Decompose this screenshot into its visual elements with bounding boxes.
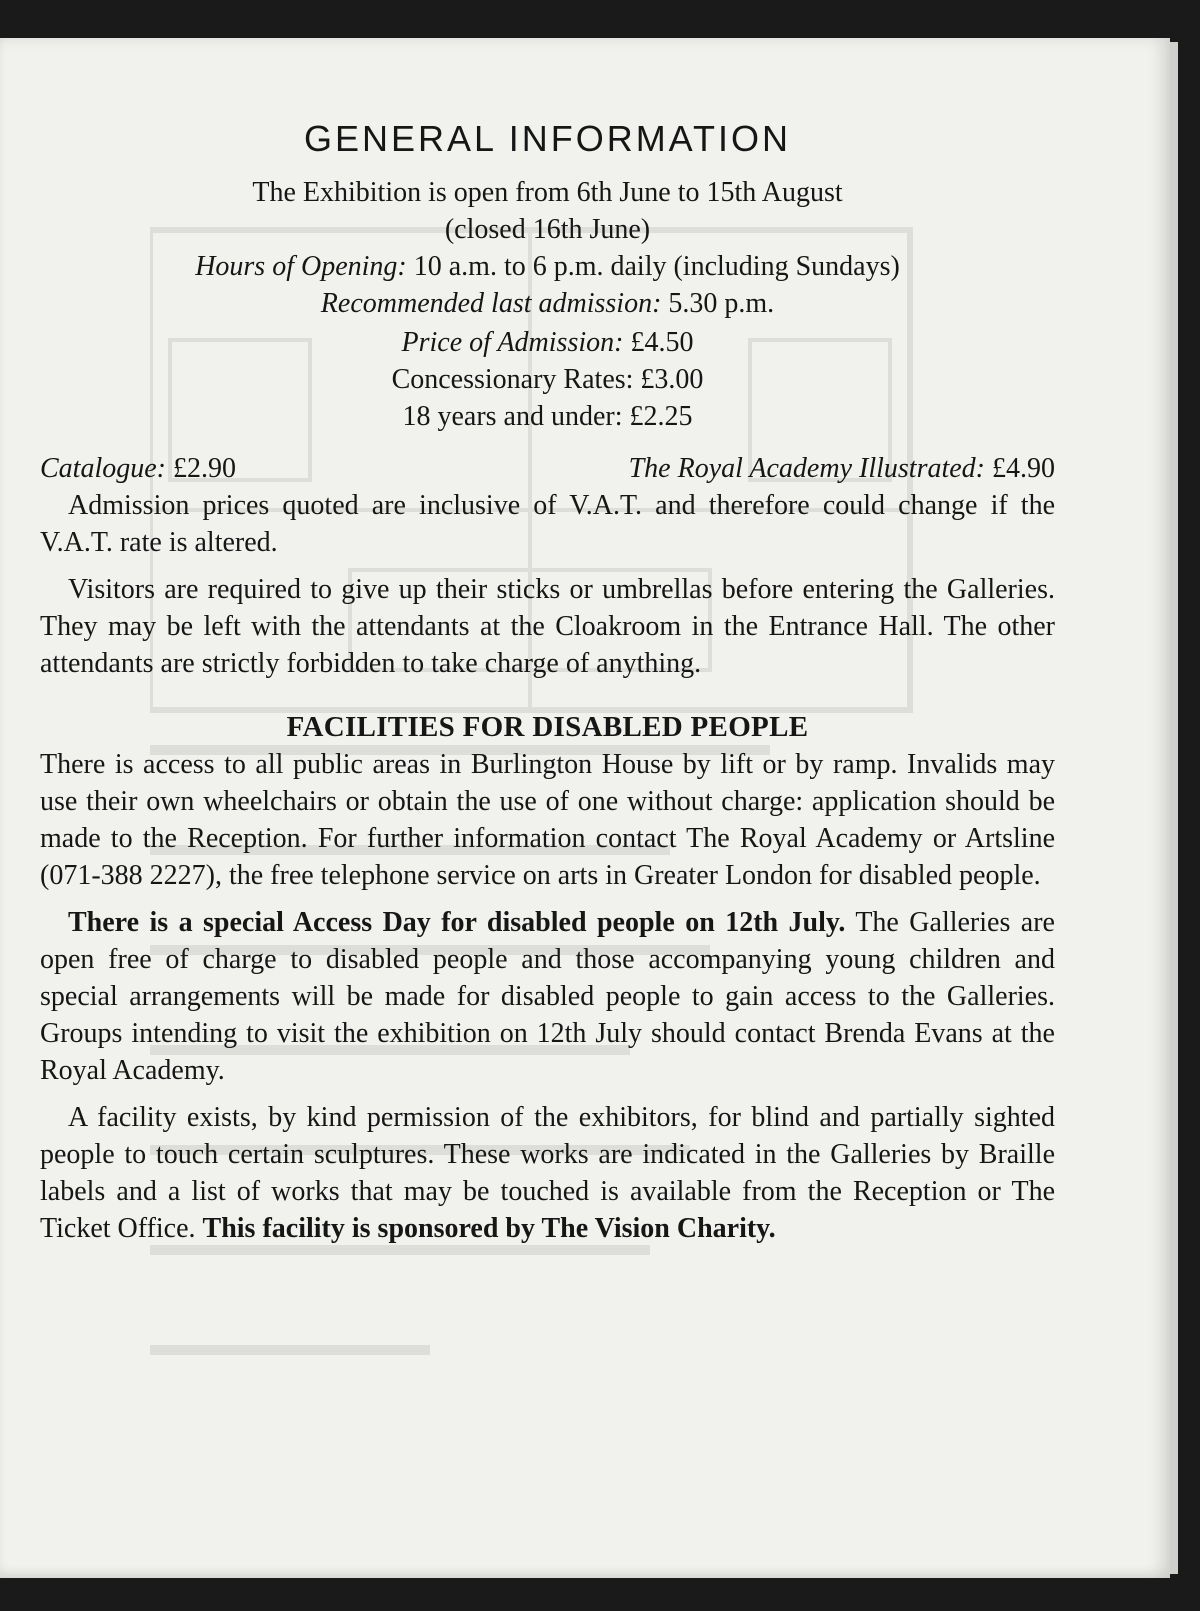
page-edge <box>1170 42 1178 1574</box>
catalogue-value: £2.90 <box>173 453 236 484</box>
access-day-details: The Galleries are open free of charge to disabled people and those accompanying young children and special arrangements will be made for disabled people to gain access to the Galleries. Groups intending to visit the exhibition on 12th July should contact Brenda Evans at the Royal Academy. <box>40 907 1055 1086</box>
touch-details: A facility exists, by kind permission of the exhibitors, for blind and partially sighted people to touch certain sculptures. These works are indicated in the Galleries by Braille labels and a list of works that may be touched is available from the Reception or The Ticket Office. <box>40 1102 1055 1244</box>
opening-info <box>40 174 1055 322</box>
closed-date: (closed 16th June) <box>444 214 651 245</box>
catalogue-label: Catalogue: <box>40 453 166 484</box>
admission-prices <box>40 324 1055 435</box>
illustrated-price <box>629 451 1055 487</box>
publications-row <box>40 451 1055 487</box>
hours-label: Hours of Opening: <box>195 251 407 282</box>
illustrated-label: The Royal Academy Illustrated: <box>628 453 985 484</box>
vat-notice: Admission prices quoted are inclusive of V.A.T. and therefore could change if the V.A.T. rate is altered. <box>40 490 1055 558</box>
access-day-highlight: There is a special Access Day for disabled people on 12th July. <box>68 907 846 938</box>
price-of-admission <box>40 324 1055 361</box>
page-title: GENERAL INFORMATION <box>303 118 792 159</box>
disabled-facilities-heading: FACILITIES FOR DISABLED PEOPLE <box>286 711 809 743</box>
touch-paragraph <box>40 1099 1055 1247</box>
exhibition-dates: The Exhibition is open from 6th June to 15th August <box>252 177 843 208</box>
hours-value: 10 a.m. to 6 p.m. daily (including Sundays) <box>413 251 900 282</box>
illustrated-value: £4.90 <box>992 453 1055 484</box>
access-day-paragraph <box>40 904 1055 1089</box>
hours-of-opening <box>40 248 1055 285</box>
last-admission-label: Recommended last admission: <box>320 288 662 319</box>
last-admission-value: 5.30 p.m. <box>668 288 775 319</box>
price-value: £4.50 <box>630 327 694 358</box>
general-information-section <box>40 118 1055 1247</box>
concessionary-rates: Concessionary Rates: £3.00 <box>391 364 704 395</box>
sponsor-note: This facility is sponsored by The Vision Charity. <box>202 1213 776 1244</box>
youth-rate: 18 years and under: £2.25 <box>402 401 693 432</box>
sticks-notice: Visitors are required to give up their sticks or umbrellas before entering the Galleries. They may be left with the attendants at the Cloakroom in the Entrance Hall. The other attendants are strictly forbidden to take charge of anything. <box>40 574 1055 679</box>
catalogue-price <box>40 451 236 487</box>
access-paragraph: There is access to all public areas in Burlington House by lift or by ramp. Invalids may use their own wheelchairs or obtain the use of one without charge: application should be made to the Reception. For further information contact The Royal Academy or Artsline (071-388 2227), the free telephone service on arts in Greater London for disabled people. <box>40 749 1055 891</box>
last-admission <box>40 285 1055 322</box>
price-label: Price of Admission: <box>401 327 624 358</box>
